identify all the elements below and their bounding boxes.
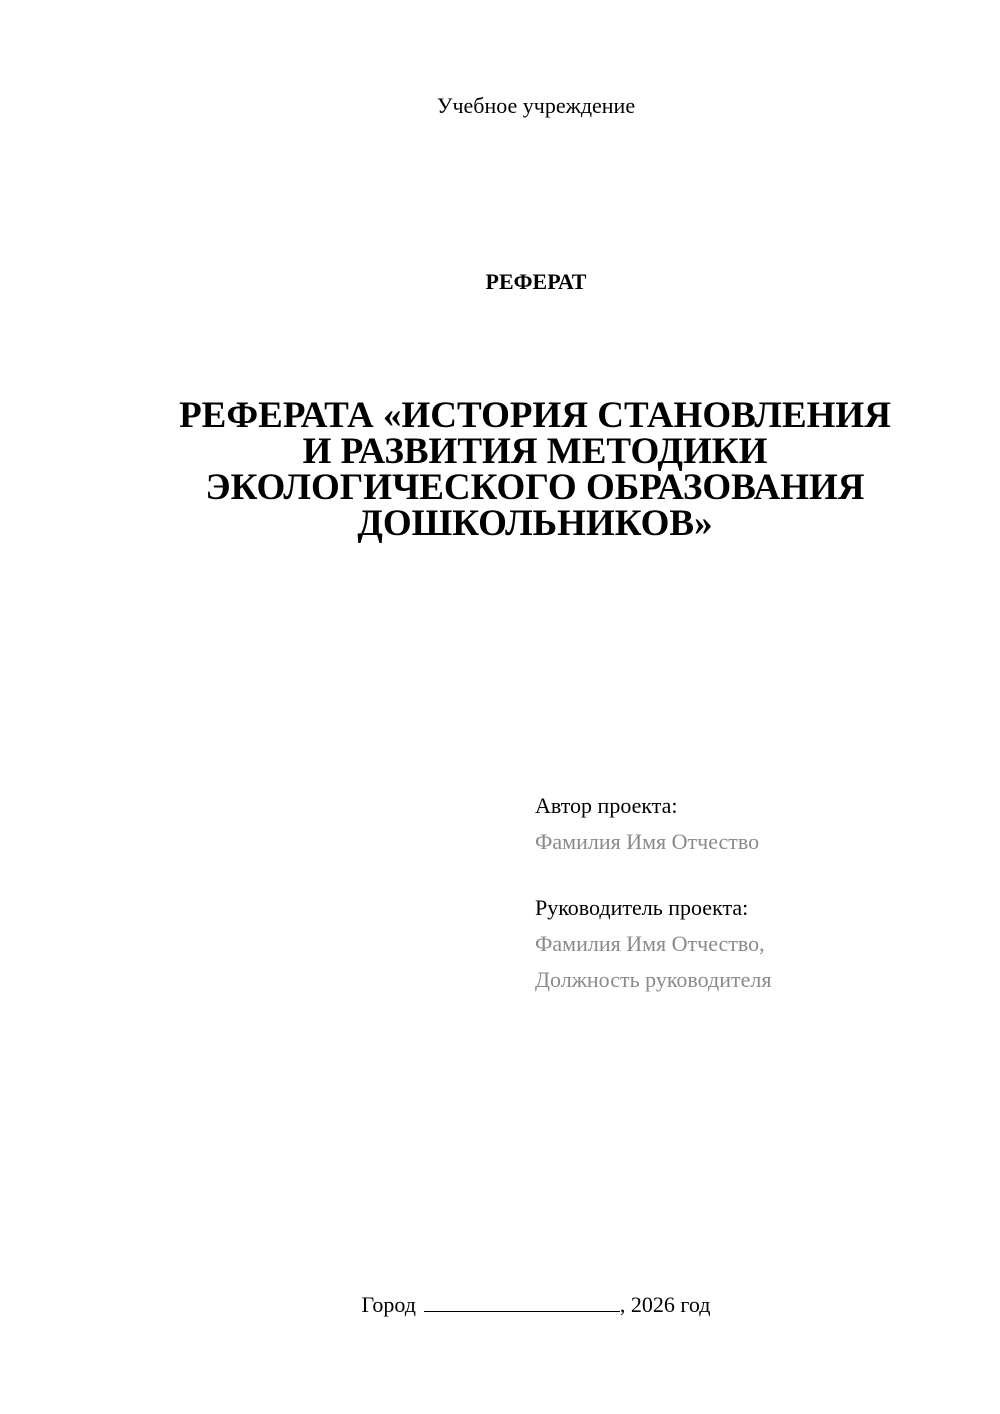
- document-title: [150, 395, 920, 544]
- author-name-placeholder: Фамилия Имя Отчество: [535, 829, 760, 854]
- year-text: , 2026 год: [619, 1292, 711, 1317]
- city-label: Город: [361, 1292, 416, 1317]
- city-blank-line: [424, 1291, 620, 1312]
- title-line: ЭКОЛОГИЧЕСКОГО ОБРАЗОВАНИЯ: [205, 467, 865, 508]
- supervisor-label: Руководитель проекта:: [535, 895, 749, 920]
- credits-spacer: [535, 860, 975, 890]
- author-label: Автор проекта:: [535, 793, 678, 818]
- supervisor-position-placeholder: Должность руководителя: [535, 967, 772, 992]
- institution-name: Учебное учреждение: [436, 93, 636, 118]
- footer-city-year: [0, 1290, 1000, 1320]
- supervisor-name-placeholder: Фамилия Имя Отчество,: [535, 931, 765, 956]
- title-line: И РАЗВИТИЯ МЕТОДИКИ: [302, 431, 768, 472]
- title-line: ДОШКОЛЬНИКОВ»: [357, 503, 713, 544]
- title-line: РЕФЕРАТА «ИСТОРИЯ СТАНОВЛЕНИЯ: [179, 395, 891, 436]
- document-type: РЕФЕРАТ: [485, 269, 587, 294]
- credits-block: [535, 788, 975, 998]
